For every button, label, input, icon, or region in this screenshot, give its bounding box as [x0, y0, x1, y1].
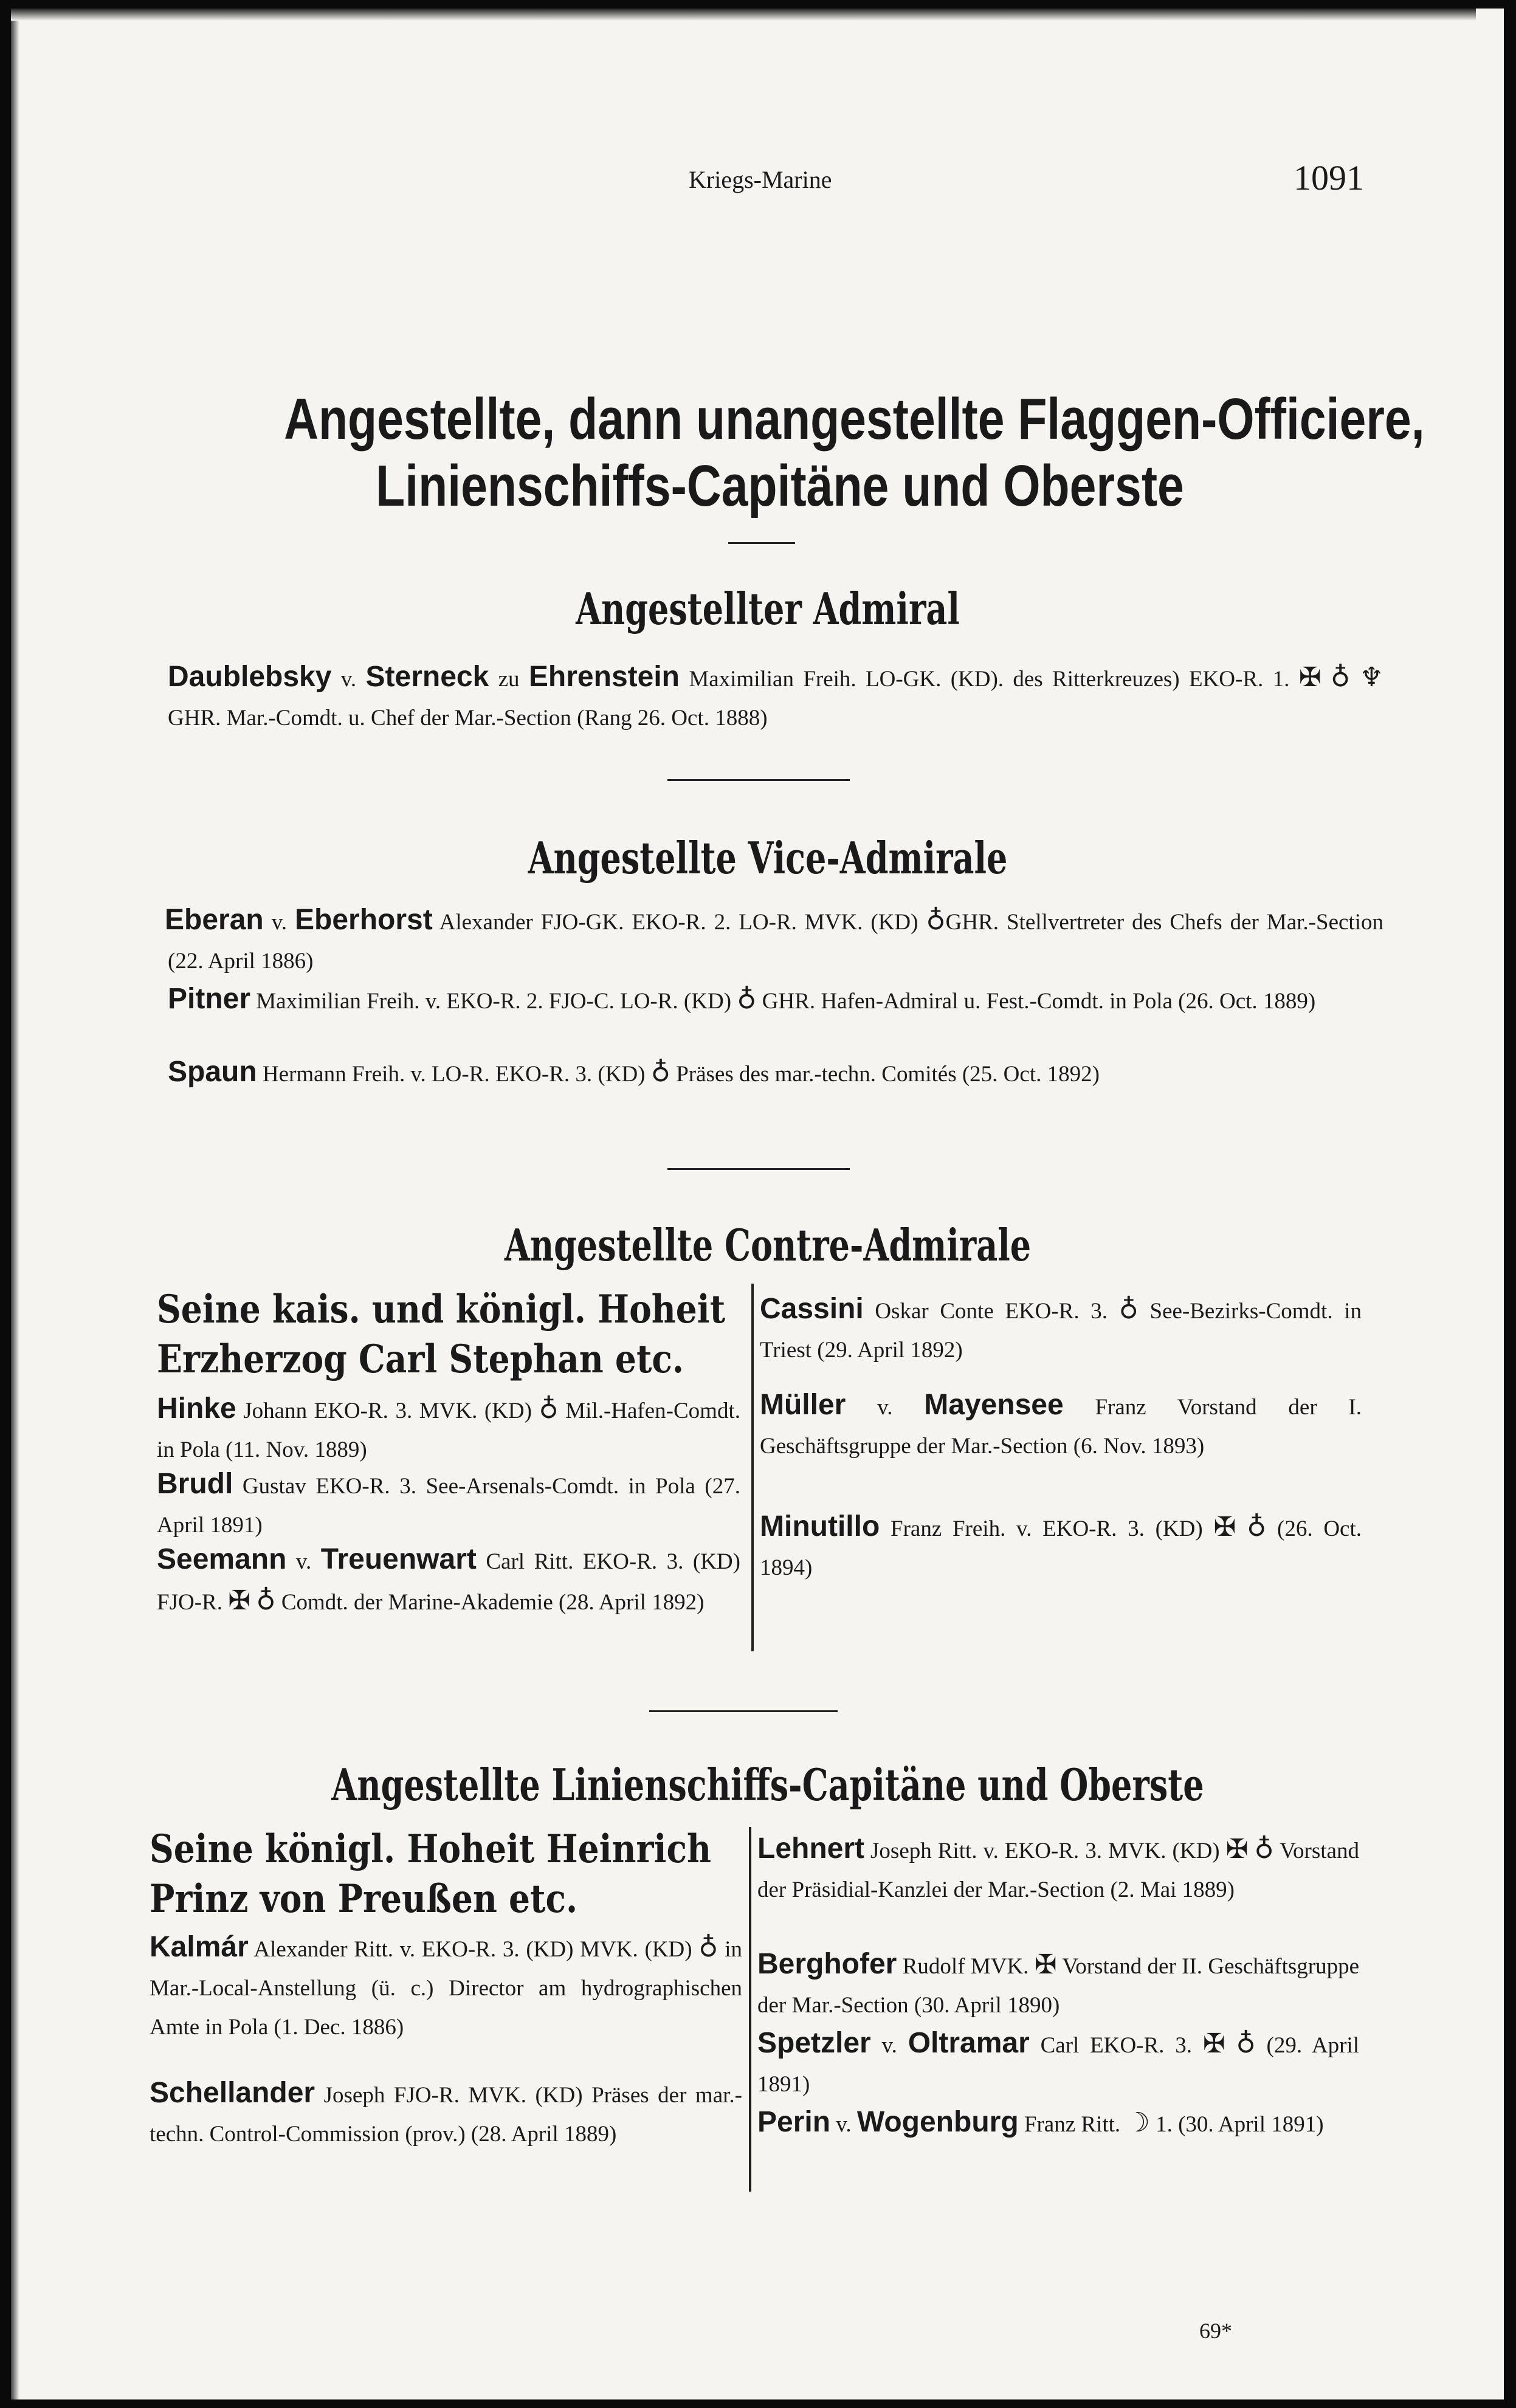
order-cross-icon: ✠	[1225, 1834, 1249, 1865]
entry-daublebsky: Daublebsky v. Sterneck zu Ehrenstein Maximilian Freih. LO-GK. (KD). des Ritterkreuzes) EKO-R. 1. ✠ ♁ ♆ GHR. Mar.-Comdt. u. Chef der Mar.-Section (Rang 26. Oct. 1888)	[168, 661, 1384, 731]
crown-icon: ♆	[1359, 662, 1384, 693]
page-number: 1091	[1294, 158, 1364, 198]
order-cross-icon: ✠	[228, 1585, 251, 1616]
entry-berghofer: Berghofer Rudolf MVK. ✠ Vorstand der II. Geschäftsgruppe der Mar.-Section (30. April 1890)	[757, 1948, 1359, 2018]
page-edge	[11, 9, 19, 2399]
entry-eberan: Eberan v. Eberhorst Alexander FJO-GK. EKO-R. 2. LO-R. MVK. (KD) ♁GHR. Stellvertreter des Chefs der Mar.-Section (22. April 1886)	[165, 904, 1383, 974]
entry-hinke: Hinke Johann EKO-R. 3. MVK. (KD) ♁ Mil.-Hafen-Comdt. in Pola (11. Nov. 1889)	[157, 1392, 740, 1462]
entry-lehnert: Lehnert Joseph Ritt. v. EKO-R. 3. MVK. (KD) ✠ ♁ Vorstand der Präsidial-Kanzlei der Mar.-Section (2. Mai 1889)	[757, 1832, 1359, 1902]
page-sheet	[11, 9, 1504, 2399]
royal-entry	[157, 1285, 765, 1385]
medal-icon: ♁	[737, 984, 757, 1015]
entry-kalmar: Kalmár Alexander Ritt. v. EKO-R. 3. (KD) MVK. (KD) ♁ in Mar.-Local-Anstellung (ü. c.) Director am hydrographischen Amte in Pola (1. Dec. 1886)	[150, 1931, 742, 2040]
entry-brudl: Brudl Gustav EKO-R. 3. See-Arsenals-Comdt. in Pola (27. April 1891)	[157, 1468, 740, 1538]
medal-icon: ♁	[1254, 1834, 1274, 1865]
signature-mark: 69*	[1199, 2319, 1232, 2343]
divider	[667, 1168, 850, 1170]
medal-icon: ♁	[650, 1057, 670, 1088]
page-top-shadow	[11, 9, 1476, 21]
section-heading-captains: Angestellte Linienschiffs-Capitäne und Oberste	[331, 1759, 1204, 1811]
crescent-icon: ☽	[1126, 2107, 1150, 2138]
medal-icon: ♁	[256, 1585, 276, 1616]
entry-name: Daublebsky	[168, 661, 332, 693]
entry-name: Ehrenstein	[528, 661, 680, 693]
royal-name: Seine königl. Hoheit Heinrich Prinz von Preußen etc.	[150, 1826, 711, 1922]
divider	[728, 542, 795, 544]
page-title-line-2: Linienschiffs-Capitäne und Oberste	[376, 453, 1184, 518]
order-cross-icon: ✠	[1213, 1512, 1236, 1543]
order-cross-icon: ✠	[1202, 2028, 1225, 2059]
medal-icon: ♁	[926, 905, 946, 936]
order-cross-icon: ✠	[1034, 1949, 1057, 1980]
section-heading-vice-admirals: Angestellte Vice-Admirale	[528, 832, 1008, 884]
section-heading-contre-admirals: Angestellte Contre-Admirale	[504, 1219, 1032, 1271]
royal-entry	[150, 1825, 757, 1924]
medal-icon: ♁	[1236, 2028, 1256, 2059]
order-cross-icon: ✠	[1298, 662, 1321, 693]
medal-icon: ♁	[539, 1394, 559, 1425]
royal-name: Seine kais. und königl. Hoheit Erzherzog Carl Stephan etc.	[157, 1287, 726, 1382]
running-head: Kriegs-Marine	[689, 166, 832, 193]
divider	[667, 779, 850, 781]
medal-icon: ♁	[1118, 1294, 1139, 1325]
entry-seemann: Seemann v. Treuenwart Carl Ritt. EKO-R. 3. (KD) FJO-R. ✠ ♁ Comdt. der Marine-Akademie (28. April 1892)	[157, 1543, 740, 1616]
divider	[649, 1710, 838, 1712]
entry-name: Sterneck	[365, 661, 489, 693]
page-title-line-1: Angestellte, dann unangestellte Flaggen-Officiere,	[284, 387, 1425, 452]
section-heading-admiral: Angestellter Admiral	[576, 583, 960, 635]
medal-icon: ♁	[1330, 662, 1351, 693]
entry-perin: Perin v. Wogenburg Franz Ritt. ☽ 1. (30. April 1891)	[757, 2106, 1324, 2138]
entry-spetzler: Spetzler v. Oltramar Carl EKO-R. 3. ✠ ♁ (29. April 1891)	[757, 2027, 1359, 2097]
entry-spaun: Spaun Hermann Freih. v. LO-R. EKO-R. 3. (KD) ♁ Präses des mar.-techn. Comités (25. Oct. 1892)	[168, 1056, 1100, 1088]
medal-icon: ♁	[698, 1932, 718, 1963]
medal-icon: ♁	[1247, 1512, 1267, 1543]
entry-mueller: Müller v. Mayensee Franz Vorstand der I. Geschäftsgruppe der Mar.-Section (6. Nov. 1893)	[760, 1389, 1362, 1459]
entry-cassini: Cassini Oskar Conte EKO-R. 3. ♁ See-Bezirks-Comdt. in Triest (29. April 1892)	[760, 1293, 1362, 1363]
entry-minutillo: Minutillo Franz Freih. v. EKO-R. 3. (KD) ✠ ♁ (26. Oct. 1894)	[760, 1510, 1362, 1580]
entry-pitner: Pitner Maximilian Freih. v. EKO-R. 2. FJO-C. LO-R. (KD) ♁ GHR. Hafen-Admiral u. Fest.-Comdt. in Pola (26. Oct. 1889)	[168, 983, 1316, 1015]
entry-schellander: Schellander Joseph FJO-R. MVK. (KD) Präses der mar.-techn. Control-Commission (prov.) (28. April 1889)	[150, 2077, 742, 2147]
